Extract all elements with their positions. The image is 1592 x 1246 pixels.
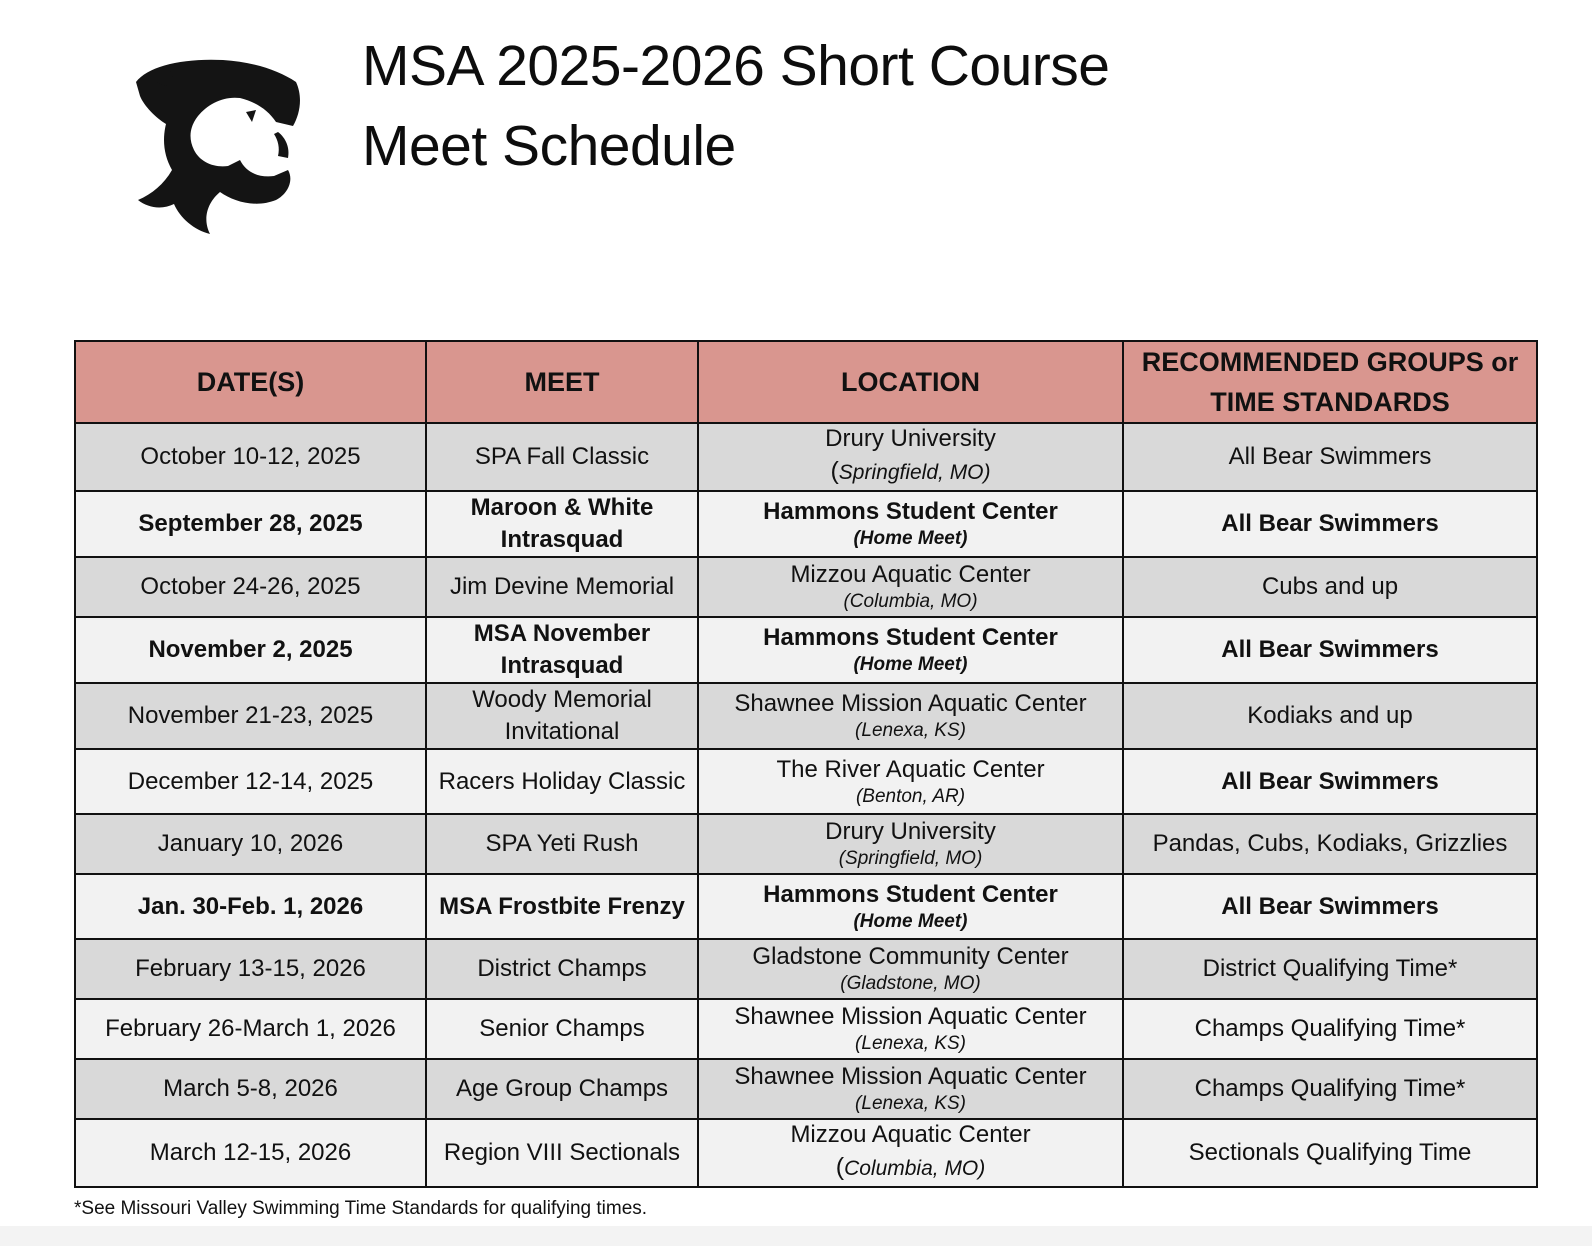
location-name: The River Aquatic Center	[776, 755, 1045, 783]
location-cell	[698, 617, 1123, 683]
roaring-bear-head-icon	[128, 52, 306, 238]
groups-cell: All Bear Swimmers	[1123, 749, 1537, 814]
location-cell	[698, 814, 1123, 874]
location-name: Drury University	[825, 818, 996, 845]
date-cell: December 12-14, 2025	[75, 749, 426, 814]
date-cell: February 13-15, 2026	[75, 939, 426, 999]
page-title	[362, 26, 1109, 186]
groups-cell: Pandas, Cubs, Kodiaks, Grizzlies	[1123, 814, 1537, 874]
groups-cell: Sectionals Qualifying Time	[1123, 1119, 1537, 1187]
location-detail	[705, 454, 1116, 490]
location-detail-text: Columbia, MO)	[844, 1157, 986, 1180]
table-row	[75, 814, 1537, 874]
table-row	[75, 683, 1537, 749]
location-name: Shawnee Mission Aquatic Center	[734, 690, 1087, 717]
column-header-dates: DATE(S)	[75, 341, 426, 423]
table-row	[75, 749, 1537, 814]
location-name: Shawnee Mission Aquatic Center	[734, 1003, 1087, 1030]
location-detail: (Gladstone, MO)	[840, 973, 981, 994]
column-header-meet: MEET	[426, 341, 698, 423]
groups-cell: Kodiaks and up	[1123, 683, 1537, 749]
date-cell: Jan. 30-Feb. 1, 2026	[75, 874, 426, 939]
meet-cell: Racers Holiday Classic	[426, 749, 698, 814]
meet-cell: MSA November Intrasquad	[426, 617, 698, 683]
column-header-location: LOCATION	[698, 341, 1123, 423]
date-cell: November 21-23, 2025	[75, 683, 426, 749]
date-cell: March 12-15, 2026	[75, 1119, 426, 1187]
location-cell	[698, 1059, 1123, 1119]
table-row	[75, 423, 1537, 491]
meet-cell: Age Group Champs	[426, 1059, 698, 1119]
meet-cell: MSA Frostbite Frenzy	[426, 874, 698, 939]
groups-cell: All Bear Swimmers	[1123, 617, 1537, 683]
meet-cell: SPA Fall Classic	[426, 423, 698, 491]
date-cell: September 28, 2025	[75, 491, 426, 557]
location-detail: (Home Meet)	[853, 910, 968, 932]
date-cell: October 24-26, 2025	[75, 557, 426, 617]
location-detail-paren: (	[835, 1153, 845, 1181]
groups-cell: Champs Qualifying Time*	[1123, 1059, 1537, 1119]
location-cell	[698, 557, 1123, 617]
date-cell: February 26-March 1, 2026	[75, 999, 426, 1059]
location-cell	[698, 423, 1123, 491]
table-row	[75, 939, 1537, 999]
location-detail: (Lenexa, KS)	[855, 1093, 966, 1114]
title-line-2: Meet Schedule	[362, 114, 736, 178]
column-header-groups: RECOMMENDED GROUPS or TIME STANDARDS	[1123, 341, 1537, 423]
date-cell: January 10, 2026	[75, 814, 426, 874]
location-detail: (Home Meet)	[853, 528, 968, 549]
location-cell	[698, 939, 1123, 999]
meet-cell: Senior Champs	[426, 999, 698, 1059]
location-name: Shawnee Mission Aquatic Center	[734, 1063, 1087, 1090]
table-row	[75, 874, 1537, 939]
groups-cell: All Bear Swimmers	[1123, 491, 1537, 557]
groups-cell: All Bear Swimmers	[1123, 423, 1537, 491]
meet-cell: Region VIII Sectionals	[426, 1119, 698, 1187]
location-name: Mizzou Aquatic Center	[790, 1121, 1031, 1148]
location-detail-text: Springfield, MO)	[838, 461, 991, 484]
location-cell	[698, 491, 1123, 557]
meet-schedule-table	[74, 340, 1538, 1188]
location-cell	[698, 874, 1123, 939]
location-cell	[698, 683, 1123, 749]
meet-cell: Jim Devine Memorial	[426, 557, 698, 617]
footnote: *See Missouri Valley Swimming Time Standards for qualifying times.	[74, 1198, 648, 1219]
table-row	[75, 617, 1537, 683]
location-detail: (Springfield, MO)	[838, 848, 983, 869]
location-detail-paren: (	[830, 457, 839, 485]
location-name: Gladstone Community Center	[752, 943, 1069, 970]
location-name: Hammons Student Center	[763, 880, 1058, 908]
groups-cell: All Bear Swimmers	[1123, 874, 1537, 939]
location-name: Hammons Student Center	[763, 624, 1058, 651]
meet-cell: Maroon & White Intrasquad	[426, 491, 698, 557]
table-row	[75, 1119, 1537, 1187]
title-line-1: MSA 2025-2026 Short Course	[362, 34, 1110, 98]
location-detail: (Columbia, MO)	[843, 591, 978, 612]
location-name: Hammons Student Center	[763, 498, 1058, 525]
location-detail: (Lenexa, KS)	[855, 1033, 966, 1054]
date-cell: November 2, 2025	[75, 617, 426, 683]
table-row	[75, 999, 1537, 1059]
groups-cell: District Qualifying Time*	[1123, 939, 1537, 999]
table-row	[75, 557, 1537, 617]
table-row	[75, 491, 1537, 557]
location-detail: (Home Meet)	[853, 654, 968, 675]
meet-cell: District Champs	[426, 939, 698, 999]
location-detail	[705, 1150, 1116, 1186]
table-row	[75, 1059, 1537, 1119]
location-name: Mizzou Aquatic Center	[790, 561, 1031, 588]
date-cell: March 5-8, 2026	[75, 1059, 426, 1119]
location-cell	[698, 1119, 1123, 1187]
groups-cell: Champs Qualifying Time*	[1123, 999, 1537, 1059]
table-header-row	[75, 341, 1537, 423]
groups-cell: Cubs and up	[1123, 557, 1537, 617]
location-detail: (Benton, AR)	[855, 785, 966, 807]
meet-cell: SPA Yeti Rush	[426, 814, 698, 874]
location-detail: (Lenexa, KS)	[855, 720, 966, 741]
page-bottom-edge	[0, 1226, 1592, 1246]
meet-cell: Woody Memorial Invitational	[426, 683, 698, 749]
date-cell: October 10-12, 2025	[75, 423, 426, 491]
location-cell	[698, 999, 1123, 1059]
location-cell	[698, 749, 1123, 814]
location-name: Drury University	[825, 425, 996, 452]
